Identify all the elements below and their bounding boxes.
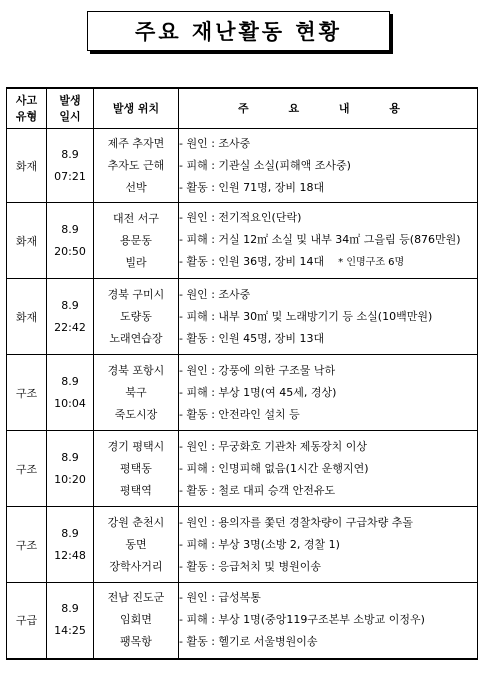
incident-type: 화재 <box>7 129 47 203</box>
location-line: 제주 추자면 <box>107 136 165 150</box>
detail-text: - 원인 : 조사중 <box>179 136 251 150</box>
incident-time: 10:20 <box>54 472 86 486</box>
incident-date: 8.9 <box>61 602 79 616</box>
detail-line <box>179 177 477 199</box>
incident-details <box>179 279 478 355</box>
incident-details <box>179 129 478 203</box>
table-row <box>7 355 478 431</box>
incident-type: 구조 <box>7 507 47 583</box>
detail-line <box>179 480 477 502</box>
detail-text: - 활동 : 인원 36명, 장비 14대 <box>179 255 325 268</box>
incident-time: 20:50 <box>54 244 86 258</box>
location-line: 동면 <box>125 537 147 551</box>
table-row <box>7 583 478 659</box>
detail-line <box>179 306 477 328</box>
location-line: 평택동 <box>120 461 152 475</box>
detail-line <box>179 133 477 155</box>
detail-line <box>179 251 477 274</box>
detail-text: - 원인 : 강풍에 의한 구조물 낙하 <box>179 363 336 377</box>
detail-line <box>179 360 477 382</box>
table-row <box>7 507 478 583</box>
detail-line <box>179 609 477 631</box>
incident-location <box>94 507 179 583</box>
page-title: 주요 재난활동 현황 <box>135 20 342 44</box>
location-line: 평택역 <box>120 483 152 497</box>
incident-date: 8.9 <box>61 526 79 540</box>
location-line: 추자도 근해 <box>107 158 165 172</box>
incident-date: 8.9 <box>61 374 79 388</box>
header-type: 사고 유형 <box>7 88 47 129</box>
incident-time: 14:25 <box>54 624 86 638</box>
header-content: 주 요 내 용 <box>179 88 478 129</box>
detail-text: - 원인 : 용의자를 쫓던 경찰차량이 구급차량 추돌 <box>179 515 414 529</box>
incident-time: 12:48 <box>54 548 86 562</box>
incident-date: 8.9 <box>61 222 79 236</box>
detail-text: - 활동 : 응급처치 및 병원이송 <box>179 559 322 573</box>
location-line: 경북 구미시 <box>107 287 165 301</box>
incident-date: 8.9 <box>61 450 79 464</box>
incident-time: 07:21 <box>54 169 86 183</box>
detail-text: - 피해 : 부상 3명(소방 2, 경찰 1) <box>179 537 340 551</box>
location-line: 팽목항 <box>120 635 152 649</box>
location-line: 선박 <box>125 180 147 194</box>
location-line: 도량동 <box>120 309 152 323</box>
incident-datetime <box>47 431 94 507</box>
location-line: 빌라 <box>125 255 147 269</box>
detail-line <box>179 458 477 480</box>
detail-text: - 활동 : 안전라인 설치 등 <box>179 407 300 421</box>
location-line: 북구 <box>125 385 147 399</box>
detail-line <box>179 328 477 350</box>
detail-text: - 활동 : 헬기로 서울병원이송 <box>179 635 318 649</box>
header-date: 발생 일시 <box>47 88 94 129</box>
rescue-note: * 인명구조 6명 <box>338 257 405 268</box>
incident-location <box>94 583 179 659</box>
table-row <box>7 203 478 279</box>
incident-datetime <box>47 355 94 431</box>
incident-location <box>94 129 179 203</box>
incident-details <box>179 583 478 659</box>
incident-details <box>179 355 478 431</box>
incident-type: 구급 <box>7 583 47 659</box>
table-row <box>7 431 478 507</box>
location-line: 경북 포항시 <box>107 363 165 377</box>
detail-text: - 원인 : 전기적요인(단락) <box>179 211 302 224</box>
incident-date: 8.9 <box>61 147 79 161</box>
detail-text: - 피해 : 기관실 소실(피해액 조사중) <box>179 158 351 172</box>
incident-details <box>179 507 478 583</box>
incident-table <box>6 87 478 660</box>
incident-type: 화재 <box>7 279 47 355</box>
incident-location <box>94 355 179 431</box>
detail-line <box>179 382 477 404</box>
detail-line <box>179 404 477 426</box>
header-location: 발생 위치 <box>94 88 179 129</box>
location-line: 임회면 <box>120 613 152 627</box>
location-line: 노래연습장 <box>109 331 163 345</box>
incident-time: 22:42 <box>54 320 86 334</box>
location-line: 장학사거리 <box>109 559 163 573</box>
location-line: 죽도시장 <box>114 407 158 421</box>
location-line: 강원 춘천시 <box>107 515 165 529</box>
incident-details <box>179 203 478 279</box>
incident-type: 구조 <box>7 431 47 507</box>
detail-line <box>179 587 477 609</box>
detail-text: - 피해 : 내부 30㎡ 및 노래방기기 등 소실(10백만원) <box>179 309 433 323</box>
detail-text: - 활동 : 인원 45명, 장비 13대 <box>179 331 325 345</box>
location-line: 대전 서구 <box>112 211 159 225</box>
detail-text: - 피해 : 거실 12㎡ 소실 및 내부 34㎡ 그을림 등(876만원) <box>179 233 461 246</box>
detail-text: - 원인 : 조사중 <box>179 287 251 301</box>
incident-type: 구조 <box>7 355 47 431</box>
detail-line <box>179 512 477 534</box>
detail-line <box>179 284 477 306</box>
detail-line <box>179 534 477 556</box>
detail-text: - 활동 : 인원 71명, 장비 18대 <box>179 180 325 194</box>
incident-location <box>94 431 179 507</box>
incident-date: 8.9 <box>61 298 79 312</box>
incident-datetime <box>47 507 94 583</box>
detail-line <box>179 436 477 458</box>
incident-datetime <box>47 203 94 279</box>
detail-text: - 피해 : 부상 1명(여 45세, 경상) <box>179 385 337 399</box>
title-box <box>87 11 390 51</box>
header-row <box>7 88 478 129</box>
incident-time: 10:04 <box>54 396 86 410</box>
table-row <box>7 129 478 203</box>
detail-line <box>179 556 477 578</box>
detail-line <box>179 207 477 229</box>
location-line: 전남 진도군 <box>107 591 165 605</box>
incident-details <box>179 431 478 507</box>
incident-location <box>94 203 179 279</box>
incident-location <box>94 279 179 355</box>
detail-line <box>179 631 477 653</box>
detail-line <box>179 229 477 251</box>
detail-text: - 원인 : 무궁화호 기관차 제동장치 이상 <box>179 439 368 453</box>
location-line: 경기 평택시 <box>107 439 165 453</box>
detail-text: - 활동 : 철로 대피 승객 안전유도 <box>179 483 336 497</box>
detail-text: - 피해 : 인명피해 없음(1시간 운행지연) <box>179 461 369 475</box>
detail-line <box>179 155 477 177</box>
incident-type: 화재 <box>7 203 47 279</box>
location-line: 용문동 <box>120 233 152 247</box>
incident-datetime <box>47 129 94 203</box>
detail-text: - 원인 : 급성복통 <box>179 591 261 605</box>
incident-datetime <box>47 583 94 659</box>
detail-text: - 피해 : 부상 1명(중앙119구조본부 소방교 이정우) <box>179 613 425 627</box>
table-row <box>7 279 478 355</box>
incident-datetime <box>47 279 94 355</box>
